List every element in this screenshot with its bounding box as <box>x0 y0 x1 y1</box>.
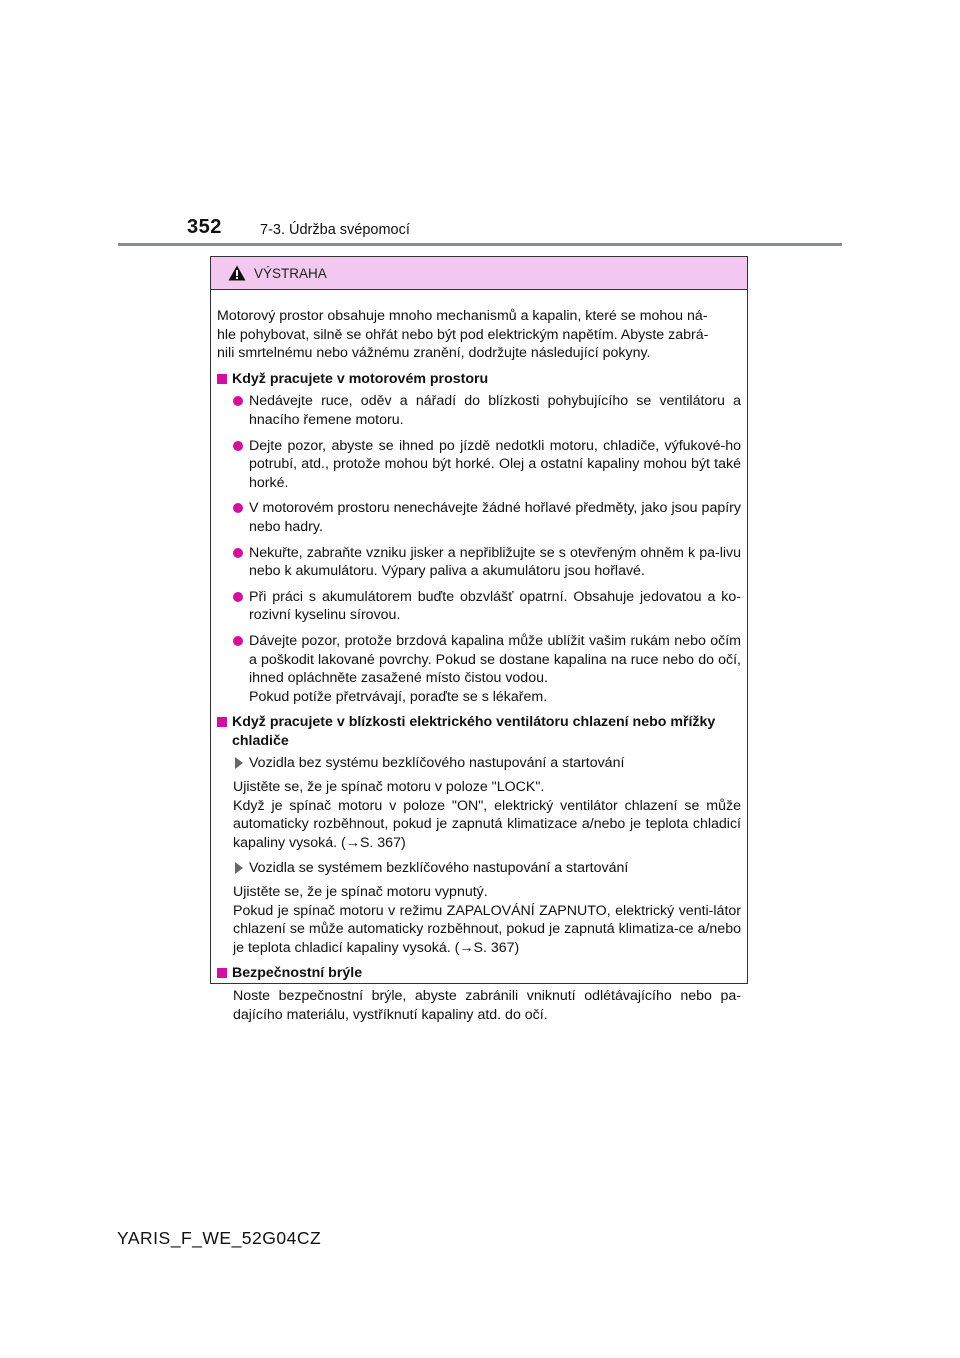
circle-bullet-icon <box>233 592 243 602</box>
intro-line: nili smrtelnému nebo vážnému zranění, dodržujte následující pokyny. <box>217 345 651 362</box>
section-heading: Když pracujete v motorovém prostoru <box>217 370 741 389</box>
section-title: 7-3. Údržba svépomocí <box>260 222 410 238</box>
intro-paragraph <box>217 307 741 363</box>
header-divider <box>118 243 842 246</box>
sub-heading: Vozidla se systémem bezklíčového nastupování a startování <box>233 859 741 878</box>
sub-paragraph: Ujistěte se, že je spínač motoru v poloze "LOCK". Když je spínač motoru v poloze "ON", elektrický ventilátor chlazení se může automaticky rozběhnout, pokud je zapnutá klimatizace a/nebo je teplota chladicí kapaliny vysoká. (→S. 367) <box>233 779 741 851</box>
list-item: Při práci s akumulátorem buďte obzvlášť opatrní. Obsahuje jedovatou a ko-rozivní kyselinu sírovou. <box>233 588 741 625</box>
document-code: YARIS_F_WE_52G04CZ <box>117 1228 322 1248</box>
intro-line: hle pohybovat, silně se ohřát nebo být pod elektrickým napětím. Abyste zabrá- <box>217 326 709 343</box>
list-item: Dejte pozor, abyste se ihned po jízdě nedotkli motoru, chladiče, výfukové-ho potrubí, atd., protože mohou být horké. Olej a ostatní kapaliny mohou být také horké. <box>233 437 741 493</box>
triangle-bullet-icon <box>235 862 243 874</box>
section-paragraph: Noste bezpečnostní brýle, abyste zabránili vniknutí odlétávajícího nebo pa-dajícího materiálu, vystříknutí kapaliny atd. do očí. <box>233 988 741 1023</box>
sub-heading: Vozidla bez systému bezklíčového nastupování a startování <box>233 754 741 773</box>
warning-title: VÝSTRAHA <box>254 265 327 281</box>
page-number: 352 <box>187 216 222 238</box>
list-item: Nedávejte ruce, oděv a nářadí do blízkosti pohybujícího se ventilátoru a hnacího řemene motoru. <box>233 392 741 429</box>
list-item: V motorovém prostoru nenechávejte žádné hořlavé předměty, jako jsou papíry nebo hadry. <box>233 499 741 536</box>
square-bullet-icon <box>217 717 227 727</box>
section-heading: Bezpečnostní brýle <box>217 964 741 983</box>
section-heading: Když pracujete v blízkosti elektrického ventilátoru chlazení nebo mřížky chladiče <box>217 713 741 750</box>
circle-bullet-icon <box>233 396 243 406</box>
sub-paragraph: Ujistěte se, že je spínač motoru vypnutý. Pokud je spínač motoru v režimu ZAPALOVÁNÍ ZAPNUTO, elektrický venti-látor chlazení se může automaticky rozběhnout, pokud je zapnutá klimatiza-ce a/nebo je teplota chladicí kapaliny vysoká. (→S. 367) <box>233 884 741 956</box>
circle-bullet-icon <box>233 503 243 513</box>
circle-bullet-icon <box>233 548 243 558</box>
list-item: Nekuřte, zabraňte vzniku jisker a nepřibližujte se s otevřeným ohněm k pa-livu nebo k akumulátoru. Výpary paliva a akumulátoru jsou hořlavé. <box>233 544 741 581</box>
intro-line: Motorový prostor obsahuje mnoho mechanismů a kapalin, které se mohou ná- <box>217 308 708 324</box>
warning-header <box>211 257 747 290</box>
warning-box <box>210 256 748 1023</box>
triangle-bullet-icon <box>235 757 243 769</box>
circle-bullet-icon <box>233 441 243 451</box>
warning-body <box>211 290 747 1024</box>
circle-bullet-icon <box>233 636 243 646</box>
warning-triangle-icon <box>228 265 246 281</box>
list-item: Dávejte pozor, protože brzdová kapalina může ublížit vašim rukám nebo očím a poškodit lakované povrchy. Pokud se dostane kapalina na ruce nebo do očí, ihned opláchněte zasažené místo čistou vodou. Pokud potíže přetrvávají, poraďte se s lékařem. <box>233 632 741 706</box>
square-bullet-icon <box>217 968 227 978</box>
square-bullet-icon <box>217 374 227 384</box>
